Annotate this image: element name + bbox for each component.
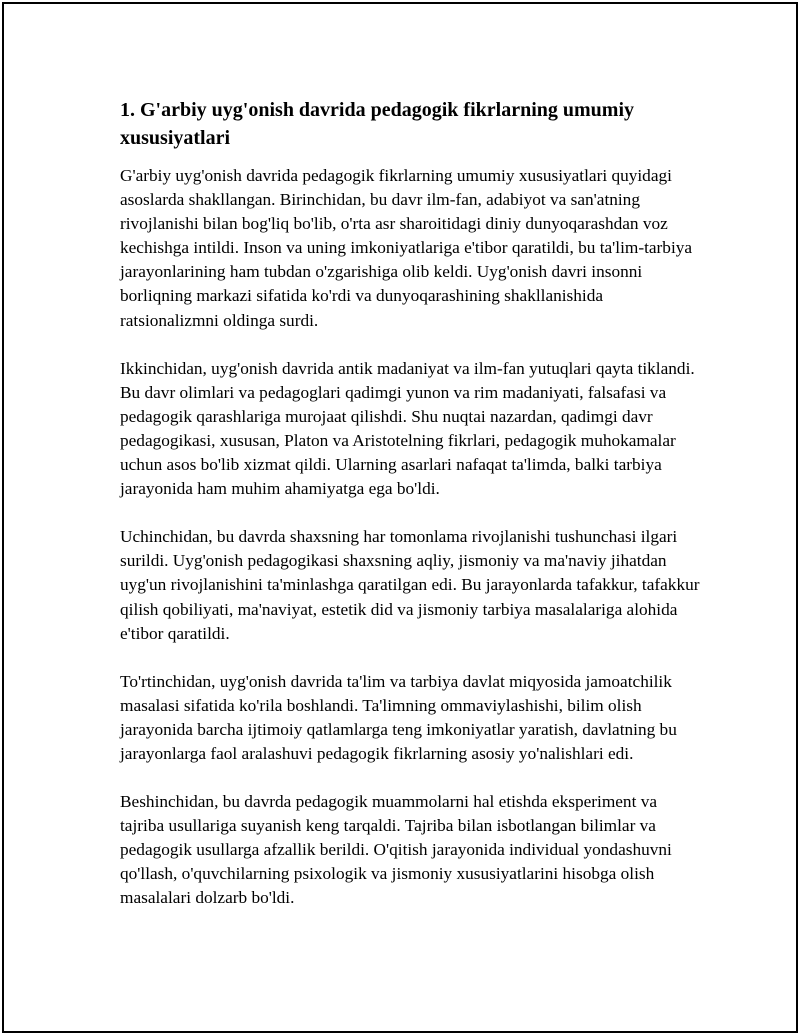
paragraph-2: Ikkinchidan, uyg'onish davrida antik madaniyat va ilm-fan yutuqlari qayta tiklandi. Bu davr olimlari va pedagoglari qadimgi yunon va rim madaniyati, falsafasi va pedagogik qarashlariga murojaat qilishdi. Shu nuqtai nazardan, qadimgi davr pedagogikasi, xususan, Platon va Aristotelning fikrlari, pedagogik muhokamalar uchun asos bo'lib xizmat qildi. Ularning asarlari nafaqat ta'limda, balki tarbiya jarayonida ham muhim ahamiyatga ega bo'ldi. — [120, 358, 695, 499]
paragraph-4: To'rtinchidan, uyg'onish davrida ta'lim va tarbiya davlat miqyosida jamoatchilik masalasi sifatida ko'rila boshlandi. Ta'limning ommaviylashishi, bilim olish jarayonida barcha ijtimoiy qatlamlarga teng imkoniyatlar yaratish, davlatning bu jarayonlarga faol aralashuvi pedagogik fikrlarning asosiy yo'nalishlari edi. — [120, 671, 677, 763]
document-body — [120, 96, 700, 935]
paragraph-5: Beshinchidan, bu davrda pedagogik muammolarni hal etishda eksperiment va tajriba usullariga suyanish keng tarqaldi. Tajriba bilan isbotlangan bilimlar va pedagogik usullarga afzallik berildi. O'qitish jarayonida individual yondashuvni qo'llash, o'quvchilarning psixologik va jismoniy xususiyatlarini hisobga olish masalalari dolzarb bo'ldi. — [120, 792, 672, 908]
section-heading: 1. G'arbiy uyg'onish davrida pedagogik fikrlarning umumiy xususiyatlari — [120, 99, 634, 149]
paragraph-3: Uchinchidan, bu davrda shaxsning har tomonlama rivojlanishi tushunchasi ilgari surildi. Uyg'onish pedagogikasi shaxsning aqliy, jismoniy va ma'naviy jihatdan uyg'un rivojlanishini ta'minlashga qaratilgan edi. Bu jarayonlarda tafakkur, tafakkur qilish qobiliyati, ma'naviyat, estetik did va jismoniy tarbiya masalalariga alohida e'tibor qaratildi. — [120, 527, 700, 643]
paragraph-1: G'arbiy uyg'onish davrida pedagogik fikrlarning umumiy xususiyatlari quyidagi asoslarda shakllangan. Birinchidan, bu davr ilm-fan, adabiyot va san'atning rivojlanishi bilan bog'liq bo'lib, o'rta asr sharoitidagi diniy dunyoqarashdan voz kechishga intildi. Inson va uning imkoniyatlariga e'tibor qaratildi, bu ta'lim-tarbiya jarayonlarining ham tubdan o'zgarishiga olib keldi. Uyg'onish davri insonni borliqning markazi sifatida ko'rdi va dunyoqarashining shakllanishida ratsionalizmni oldinga surdi. — [120, 166, 693, 330]
document-page — [2, 2, 798, 1033]
